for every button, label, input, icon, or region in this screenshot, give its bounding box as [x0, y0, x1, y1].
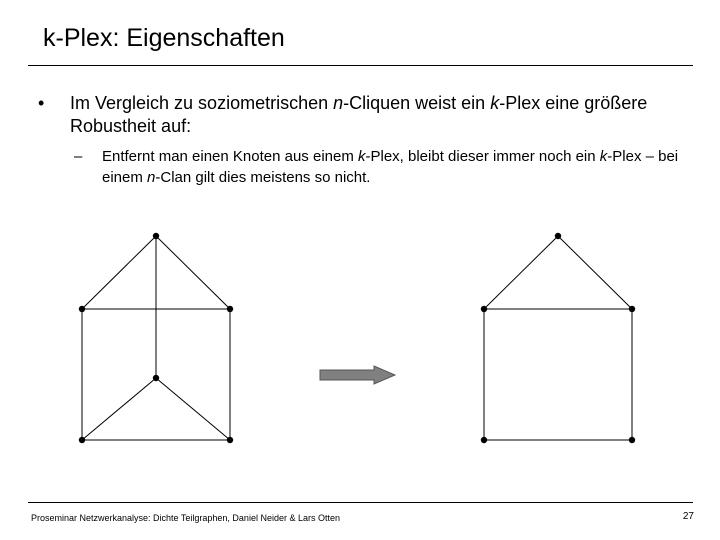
slide-title: k-Plex: Eigenschaften: [43, 24, 285, 52]
right-graph-nodes: [481, 233, 635, 443]
bullet1-part2: -Cliquen weist ein: [343, 93, 491, 113]
left-graph: [82, 236, 230, 440]
node-mid-left: [481, 306, 487, 312]
edge-top-right: [156, 236, 230, 309]
bullet2-part4: -Clan gilt dies meistens so nicht.: [155, 169, 371, 186]
node-bottom-left: [481, 437, 487, 443]
bullet2-part2: -Plex, bleibt dieser immer noch ein: [365, 148, 600, 165]
bullet1-italic-n: n: [333, 93, 344, 113]
node-top: [555, 233, 561, 239]
node-mid-right: [629, 306, 635, 312]
bullet2-part1: Entfernt man einen Knoten aus einem: [102, 148, 358, 165]
node-top: [153, 233, 159, 239]
edge-center-bottom-left: [82, 378, 156, 440]
page-number: 27: [682, 511, 694, 522]
edge-center-bottom-right: [156, 378, 230, 440]
node-bottom-right: [629, 437, 635, 443]
edge-top-left: [82, 236, 156, 309]
bullet1-part1: Im Vergleich zu soziometrischen: [70, 93, 334, 113]
node-mid-left: [79, 306, 85, 312]
arrow-right-icon: [320, 366, 395, 384]
edge-top-left: [484, 236, 558, 309]
node-center: [153, 375, 159, 381]
bullet1-italic-k: k: [490, 93, 500, 113]
bullet-marker: •: [38, 93, 45, 113]
sub-bullet-marker: –: [74, 148, 83, 165]
right-graph: [484, 236, 632, 440]
footer-divider: [28, 502, 693, 503]
node-bottom-left: [79, 437, 85, 443]
bullet2-italic-n: n: [147, 169, 156, 186]
bullet2-italic-k2: k: [599, 148, 608, 165]
bullet2-part3: -Plex – bei einem: [102, 148, 679, 186]
bullet1-part3: -Plex eine größere Robustheit auf:: [70, 93, 648, 136]
bullet2-italic-k1: k: [358, 148, 366, 165]
edge-top-right: [558, 236, 632, 309]
node-bottom-right: [227, 437, 233, 443]
footer-text: Proseminar Netzwerkanalyse: Dichte Teilgraphen, Daniel Neider & Lars Otten: [31, 513, 340, 523]
node-mid-right: [227, 306, 233, 312]
